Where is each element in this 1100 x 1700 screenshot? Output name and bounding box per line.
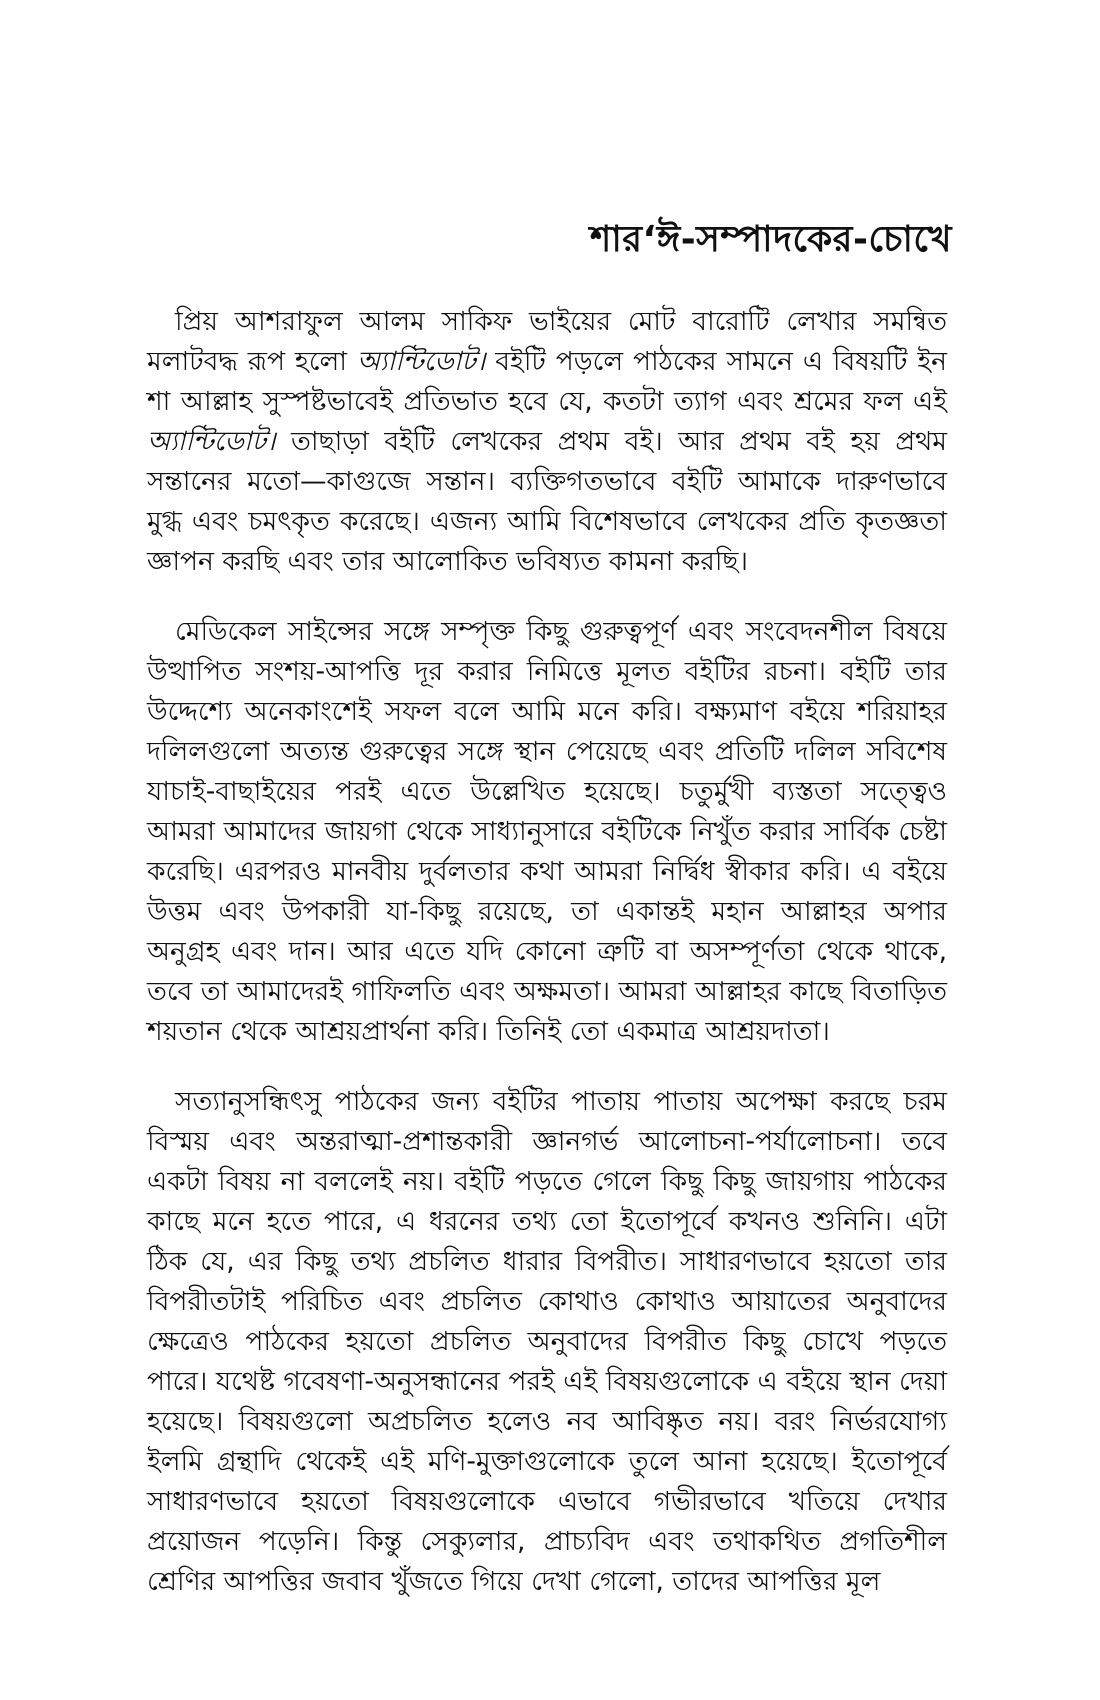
book-title-italic: অ্যান্টিডোট। (356, 346, 486, 377)
paragraph-text: বইটি পড়লে পাঠকের সামনে এ বিষয়টি ইন শা আল্লাহ সুস্পষ্টভাবেই প্রতিভাত হবে যে, কতটা ত্যাগ এবং শ্রমের ফল এই (147, 346, 948, 417)
paragraph-text: তাছাড়া বইটি লেখকের প্রথম বই। আর প্রথম বই হয় প্রথম সন্তানের মতো—কাগুজে সন্তান। ব্যক্তিগতভাবে বইটি আমাকে দারুণভাবে মুগ্ধ এবং চমৎকৃত করেছে। এজন্য আমি বিশেষভাবে লেখকের প্রতি কৃতজ্ঞতা জ্ঞাপন করছি এবং তার আলোকিত ভবিষ্যত কামনা করছি। (147, 426, 947, 577)
section-title: শার‘ঈ-সম্পাদকের-চোখে (590, 219, 952, 260)
book-title-italic: অ্যান্টিডোট। (147, 426, 276, 457)
paragraph-3: সত্যানুসন্ধিৎসু পাঠকের জন্য বইটির পাতায় পাতায় অপেক্ষা করছে চরম বিস্ময় এবং অন্তরাত্মা-প্রশান্তকারী জ্ঞানগর্ভ আলোচনা-পর্যালোচনা। তবে একটা বিষয় না বললেই নয়। বইটি পড়তে গেলে কিছু কিছু জায়গায় পাঠকের কাছে মনে হতে পারে, এ ধরনের তথ্য তো ইতোপূর্বে কখনও শুনিনি। এটা ঠিক যে, এর কিছু তথ্য প্রচলিত ধারার বিপরীত। সাধারণভাবে হয়তো তার বিপরীতটাই পরিচিত এবং প্রচলিত কোথাও কোথাও আয়াতের অনুবাদের ক্ষেত্রেও পাঠকের হয়তো প্রচলিত অনুবাদের বিপরীত কিছু চোখে পড়তে পারে। যথেষ্ট গবেষণা-অনুসন্ধানের পরই এই বিষয়গুলোকে এ বইয়ে স্থান দেয়া হয়েছে। বিষয়গুলো অপ্রচলিত হলেও নব আবিষ্কৃত নয়। বরং নির্ভরযোগ্য ইলমি গ্রন্থাদি থেকেই এই মণি-মুক্তাগুলোকে তুলে আনা হয়েছে। ইতোপূর্বে সাধারণভাবে হয়তো বিষয়গুলোকে এভাবে গভীরভাবে খতিয়ে দেখার প্রয়োজন পড়েনি। কিন্তু সেক্যুলার, প্রাচ্যবিদ এবং তথাকথিত প্রগতিশীল শ্রেণির আপত্তির জবাব খুঁজতে গিয়ে দেখা গেলো, তাদের আপত্তির মূল (147, 1086, 947, 1597)
paragraph-1 (147, 302, 947, 582)
paragraph-text: প্রিয় আশরাফুল আলম সাকিফ ভাইয়ের মোট বারোটি লেখার সমন্বিত মলাটবদ্ধ রূপ হলো (147, 306, 947, 377)
body-text (147, 302, 947, 1632)
paragraph-2: মেডিকেল সাইন্সের সঙ্গে সম্পৃক্ত কিছু গুরুত্বপূর্ণ এবং সংবেদনশীল বিষয়ে উত্থাপিত সংশয়-আপত্তি দূর করার নিমিত্তে মূলত বইটির রচনা। বইটি তার উদ্দেশ্যে অনেকাংশেই সফল বলে আমি মনে করি। বক্ষ্যমাণ বইয়ে শরিয়াহর দলিলগুলো অত্যন্ত গুরুত্বের সঙ্গে স্থান পেয়েছে এবং প্রতিটি দলিল সবিশেষ যাচাই-বাছাইয়ের পরই এতে উল্লেখিত হয়েছে। চতুর্মুখী ব্যস্ততা সত্ত্বেও আমরা আমাদের জায়গা থেকে সাধ্যানুসারে বইটিকে নিখুঁত করার সার্বিক চেষ্টা করেছি। এরপরও মানবীয় দুর্বলতার কথা আমরা নির্দ্বিধ স্বীকার করি। এ বইয়ে উত্তম এবং উপকারী যা-কিছু রয়েছে, তা একান্তই মহান আল্লাহর অপার অনুগ্রহ এবং দান। আর এতে যদি কোনো ত্রুটি বা অসম্পূর্ণতা থেকে থাকে, তবে তা আমাদেরই গাফিলতি এবং অক্ষমতা। আমরা আল্লাহর কাছে বিতাড়িত শয়তান থেকে আশ্রয়প্রার্থনা করি। তিনিই তো একমাত্র আশ্রয়দাতা। (147, 616, 947, 1047)
